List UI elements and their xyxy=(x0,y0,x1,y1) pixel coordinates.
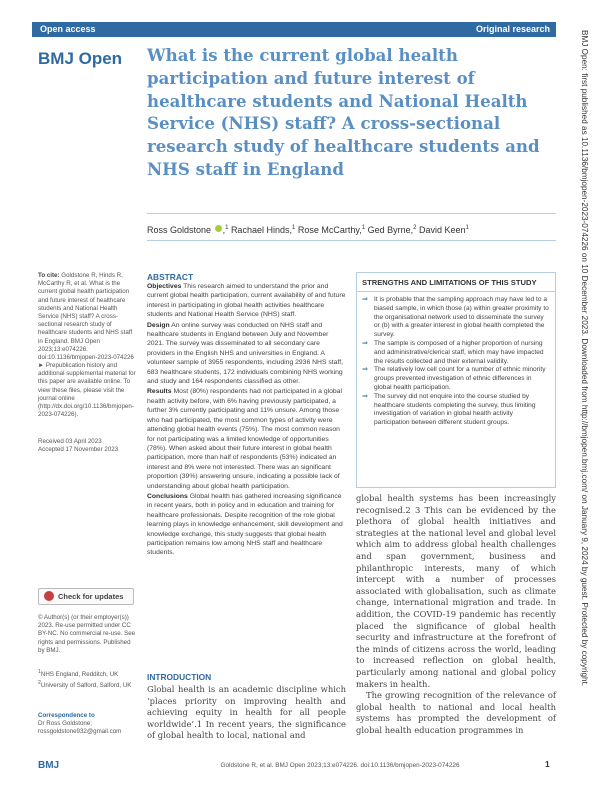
arrow-right-icon: ⇒ xyxy=(362,366,368,374)
citation-text: Goldstone R, Hinds R, McCarthy R, et al. What is the current global health participation and future interest of healthcare students and National Health Service (NHS) staff? A cross-sectional research study of healthcare students and NHS staff in England. BMJ Open 2023;13:e074226. doi:10.1136/bmjopen-2023-074226 xyxy=(38,272,134,362)
dates-block xyxy=(38,438,136,454)
introduction-heading: INTRODUCTION xyxy=(147,672,212,682)
author-name[interactable]: Rachael Hinds xyxy=(230,225,290,235)
check-updates-icon xyxy=(44,591,54,601)
body-text-right xyxy=(356,493,556,736)
abstract-body: Objectives This research aimed to understand the prior and current global health participation, current availability of and future interest in participating in global health activities healthcare students and National Health Service (NHS) staff. Design An online survey was conducted on NHS staff and healthcare students in England between July and November 2021. The survey was disseminated to all secondary care providers in the English NHS and universities in England. A volunteer sample of 3955 respondents, including 2936 NHS staff, 683 healthcare students, 172 individuals combining NHS working and study and 164 respondents classified as other. Results Most (80%) respondents had not participated in a global health activity before, with 6% having previously participated, a further 3% currently participating and 11% unsure. Among those who had participated, the most common types of activity were attending global health events (75%). The most common reason for not participating was a limited knowledge of opportunities (78%). When asked about their future interest in global health participation, more than half of respondents (53%) indicated an interest and 8% were not interested. There was an significant proportion (39%) answering unsure, indicating a possible lack of understanding about global health participation. Conclusions Global health has gathered increasing significance in recent years, both in policy and in education and training for healthcare professionals. Despite recognition of the role global learning plays in knowledge enhancement, skill development and knowledge exchange, this study suggests that global health participation remains low among NHS staff and healthcare students. xyxy=(147,283,346,557)
body-paragraph: global health systems has been increasingly recognised.2 3 This can be evidenced by the plethora of global health initiatives and strategies at the national level and global level which aim to address global health challenges and span government, business and philanthropic interests, many of which intercept with a number of processes associated with globalisation, such as climate change, international migration and trade. In addition, the COVID-19 pandemic has recently placed the significance of global health security and infrastructure at the forefront of the minds of citizens across the world, leading to increased reflection on global health, particularly among national and global policy makers in health. xyxy=(356,493,556,689)
author-name[interactable]: Ged Byrne xyxy=(367,225,411,235)
authors-divider xyxy=(147,240,556,241)
open-access-label: Open access xyxy=(40,24,96,34)
footer-bmj-logo: BMJ xyxy=(38,760,60,771)
arrow-right-icon: ⇒ xyxy=(362,392,368,400)
strengths-title: STRENGTHS AND LIMITATIONS OF THIS STUDY xyxy=(357,273,555,292)
abstract-results: Most (80%) respondents had not participated in a global health activity before, with 6% having previously participated, a further 3% currently participating and 11% unsure. Among those who had participated, the most common types of activity were attending global health events (75%). The most common reason for not participating was a limited knowledge of opportunities (78%). When asked about their future interest in global health participation, more than half of respondents (53%) indicated an interest and 8% were not interested. There was an significant proportion (39%) answering unsure, indicating a possible lack of understanding about global health participation. xyxy=(147,388,342,490)
citation-block: To cite: Goldstone R, Hinds R, McCarthy R, et al. What is the current global health participation and future interest of healthcare students and National Health Service (NHS) staff? A cross-sectional research study of healthcare students and NHS staff in England. BMJ Open 2023;13:e074226. doi:10.1136/bmjopen-2023-074226 xyxy=(38,272,134,362)
orcid-icon[interactable] xyxy=(215,225,222,232)
list-item: ⇒ The sample is composed of a higher proportion of nursing and administrative/clerical staff, which may have impacted the results collected and their external validity. xyxy=(362,339,544,365)
footer-citation: Goldstone R, et al. BMJ Open 2023;13:e074226. doi:10.1136/bmjopen-2023-074226 xyxy=(220,762,460,769)
abstract-design: An online survey was conducted on NHS staff and healthcare students in England between July and November 2021. The survey was disseminated to all secondary care providers in the English NHS and universities in England. A volunteer sample of 3955 respondents, including 2936 NHS staff, 683 healthcare students, 172 individuals combining NHS working and study and 164 respondents classified as other. xyxy=(147,321,343,386)
title-divider xyxy=(147,213,556,214)
author-name[interactable]: Rose McCarthy xyxy=(297,225,360,235)
introduction-text: Global health is an academic discipline which ‘places priority on improving health and achieving equity in health for all people worldwide’.1 In recent years, the significance of global health to local, national and xyxy=(147,684,346,741)
header-bar xyxy=(32,22,556,37)
affiliation-1: NHS England, Redditch, UK xyxy=(40,671,119,679)
arrow-right-icon: ⇒ xyxy=(362,339,368,347)
accepted-date: Accepted 17 November 2023 xyxy=(38,446,119,454)
check-for-updates-button[interactable]: Check for updates xyxy=(38,588,134,605)
author-name[interactable]: David Keen xyxy=(418,225,466,235)
body-paragraph: The growing recognition of the relevance of global health to national and local health systems has prompted the development of global health education programmes in xyxy=(356,690,556,735)
prepublication-note[interactable]: ► Prepublication history and additional supplemental material for this paper are available online. To view these files, please visit the journal online (http://dx.doi.org/10.1136/bmjopen-2023-074226). xyxy=(38,362,136,419)
article-title: What is the current global health participation and future interest of healthcare students and National Health Service (NHS) staff? A cross-sectional research study of healthcare students and NHS staff in England xyxy=(147,45,540,179)
abstract-objectives: This research aimed to understand the prior and current global health participation, current availability of and future interest in participating in global health activities healthcare students and National Health Service (NHS) staff. xyxy=(147,283,346,319)
correspondence-email[interactable]: rossgoldstone932@gmail.com xyxy=(38,728,122,736)
correspondence-name: Dr Ross Goldstone; xyxy=(38,720,92,728)
correspondence-label: Correspondence to xyxy=(38,712,95,719)
list-item: ⇒ The survey did not enquire into the course studied by healthcare students completing the survey, thus limiting investigation of variation in global health activity participation between different student groups. xyxy=(362,392,536,427)
abstract-heading: ABSTRACT xyxy=(147,272,194,282)
page-number: 1 xyxy=(545,759,550,769)
strengths-limitations-box xyxy=(356,272,556,488)
author-name[interactable]: Ross Goldstone xyxy=(147,225,212,235)
arrow-right-icon: ⇒ xyxy=(362,296,368,303)
correspondence-block xyxy=(38,712,136,737)
journal-logo: BMJ Open xyxy=(38,49,123,68)
article-type-label: Original research xyxy=(475,24,550,34)
copyright-note: © Author(s) (or their employer(s)) 2023. Re-use permitted under CC BY-NC. No commercial re-use. See rights and permissions. Published by BMJ. xyxy=(38,614,136,654)
list-item: ⇒ It is probable that the sampling approach may have led to a biased sample, in which those (a) within greater proximity to the organisational network used to disseminate the survey or (b) with a greater interest in global health completed the survey. xyxy=(362,296,549,339)
author-list: Ross Goldstone ,$^1$ Rachael Hinds,$^1$ Rose McCarthy,$^1$ Ged Byrne,$^2$ David Keen$^1$ xyxy=(147,225,469,235)
affiliations: $^1$NHS England, Redditch, UK $^2$University of Salford, Salford, UK xyxy=(38,669,132,690)
list-item: ⇒ The relatively low cell count for a number of ethnic minority groups prevented investigation of ethnic differences in global health participation. xyxy=(362,366,546,391)
affiliation-2: University of Salford, Salford, UK xyxy=(40,682,132,690)
received-date: Received 03 April 2023 xyxy=(38,438,102,445)
abstract-conclusions: Global health has gathered increasing significance in recent years, both in policy and in education and training for healthcare professionals. Despite recognition of the role global learning plays in knowledge enhancement, skill development and knowledge exchange, this study suggests that global health participation remains low among NHS staff and healthcare students. xyxy=(147,492,343,557)
download-notice: BMJ Open: first published as 10.1136/bmjopen-2023-074226 on 10 December 2023. Downloaded from http://bmjopen.bmj.com/ on January 9, 2024 by guest. Protected by copyright. xyxy=(580,30,589,687)
